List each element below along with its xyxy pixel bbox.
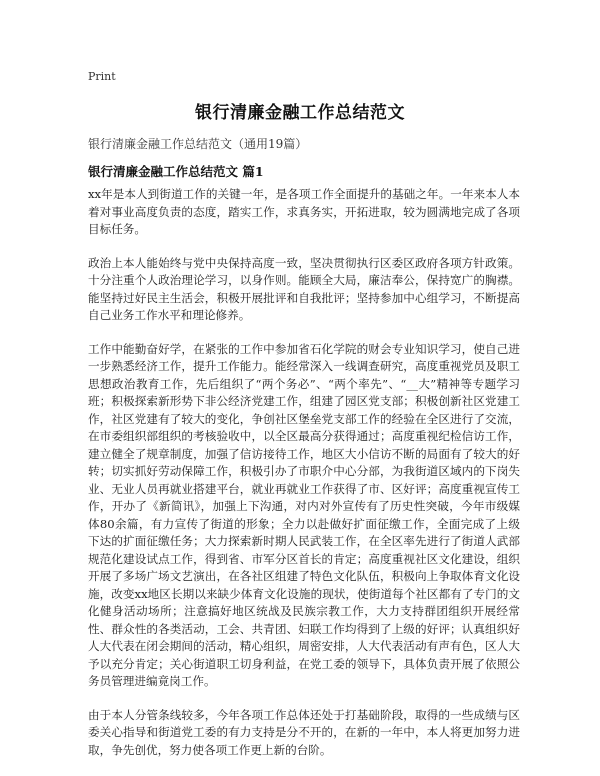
section-heading: 银行清廉金融工作总结范文 篇1 bbox=[88, 164, 264, 179]
document-body bbox=[88, 186, 520, 775]
paragraph-4: 由于本人分管条线较多，今年各项工作总体还处于打基础阶段，取得的一些成绩与区委关心指导和街道党工委的有力支持是分不开的，在新的一年中，本人将更加努力进取，争先创优，努力使各项工作更上新的台阶。 bbox=[88, 707, 520, 757]
document-subtitle: 银行清廉金融工作总结范文（通用19篇） bbox=[88, 137, 308, 151]
paragraph-1: xx年是本人到街道工作的关键一年，是各项工作全面提升的基础之年。一年来本人本着对事业高度负责的态度，踏实工作，求真务实，开拓进取，较为圆满地完成了各项目标任务。 bbox=[88, 187, 520, 236]
paragraph-2: 政治上本人能始终与党中央保持高度一致，坚决贯彻执行区委区政府各项方针政策。十分注重个人政治理论学习，以身作则。能顾全大局，廉洁奉公，保持宽广的胸襟。能坚持过好民主生活会，积极开展批评和自我批评；坚持参加中心组学习，不断提高自己业务工作水平和理论修养。 bbox=[88, 255, 520, 322]
document-title: 银行清廉金融工作总结范文 bbox=[195, 103, 405, 123]
paragraph-3: 工作中能勤奋好学，在紧张的工作中参加省石化学院的财会专业知识学习，使自己进一步熟悉经济工作，提升工作能力。能经常深入一线调查研究，高度重视党员及职工思想政治教育工作，先后组织了“两个务必”、“两个率先”、“__大”精神等专题学习班；积极探索新形势下非公经济党建工作，组建了园区党支部；积极创新社区党建工作，社区党建有了较大的变化，争创社区堡垒党支部工作的经验在全区进行了交流，在市委组织部组织的考核验收中，以全区最高分获得通过；高度重视纪检信访工作，建立健全了规章制度，加强了信访接待工作，地区大小信访不断的局面有了较大的好转；切实抓好劳动保障工作，积极引办了市职介中心分部，为我街道区域内的下岗失业、无业人员再就业搭建平台，就业再就业工作获得了市、区好评；高度重视宣传工作，开办了《新简讯》，加强上下沟通，对内对外宣传有了历史性突破，今年市级媒体80余篇，有力宣传了街道的形象；全力以赴做好扩面征缴工作，全面完成了上级下达的扩面征缴任务；大力探索新时期人民武装工作，在全区率先进行了街道人武部规范化建设试点工作，得到省、市军分区首长的肯定；高度重视社区文化建设，组织开展了多场广场文艺演出，在各社区组建了特色文化队伍，积极向上争取体育文化设施，改变xx地区长期以来缺少体育文化设施的现状，使街道每个社区都有了专门的文化健身活动场所；注意搞好地区统战及民族宗教工作，大力支持群团组织开展经常性、群众性的各类活动，工会、共青团、妇联工作均得到了上级的好评；认真组织好人大代表在闭会期间的活动，精心组织，周密安排，人大代表活动有声有色，区人大予以充分肯定；关心街道职工切身利益，在党工委的领导下，具体负责开展了依照公务员管理进编竟岗工作。 bbox=[88, 341, 520, 688]
print-link[interactable]: Print bbox=[88, 70, 116, 83]
